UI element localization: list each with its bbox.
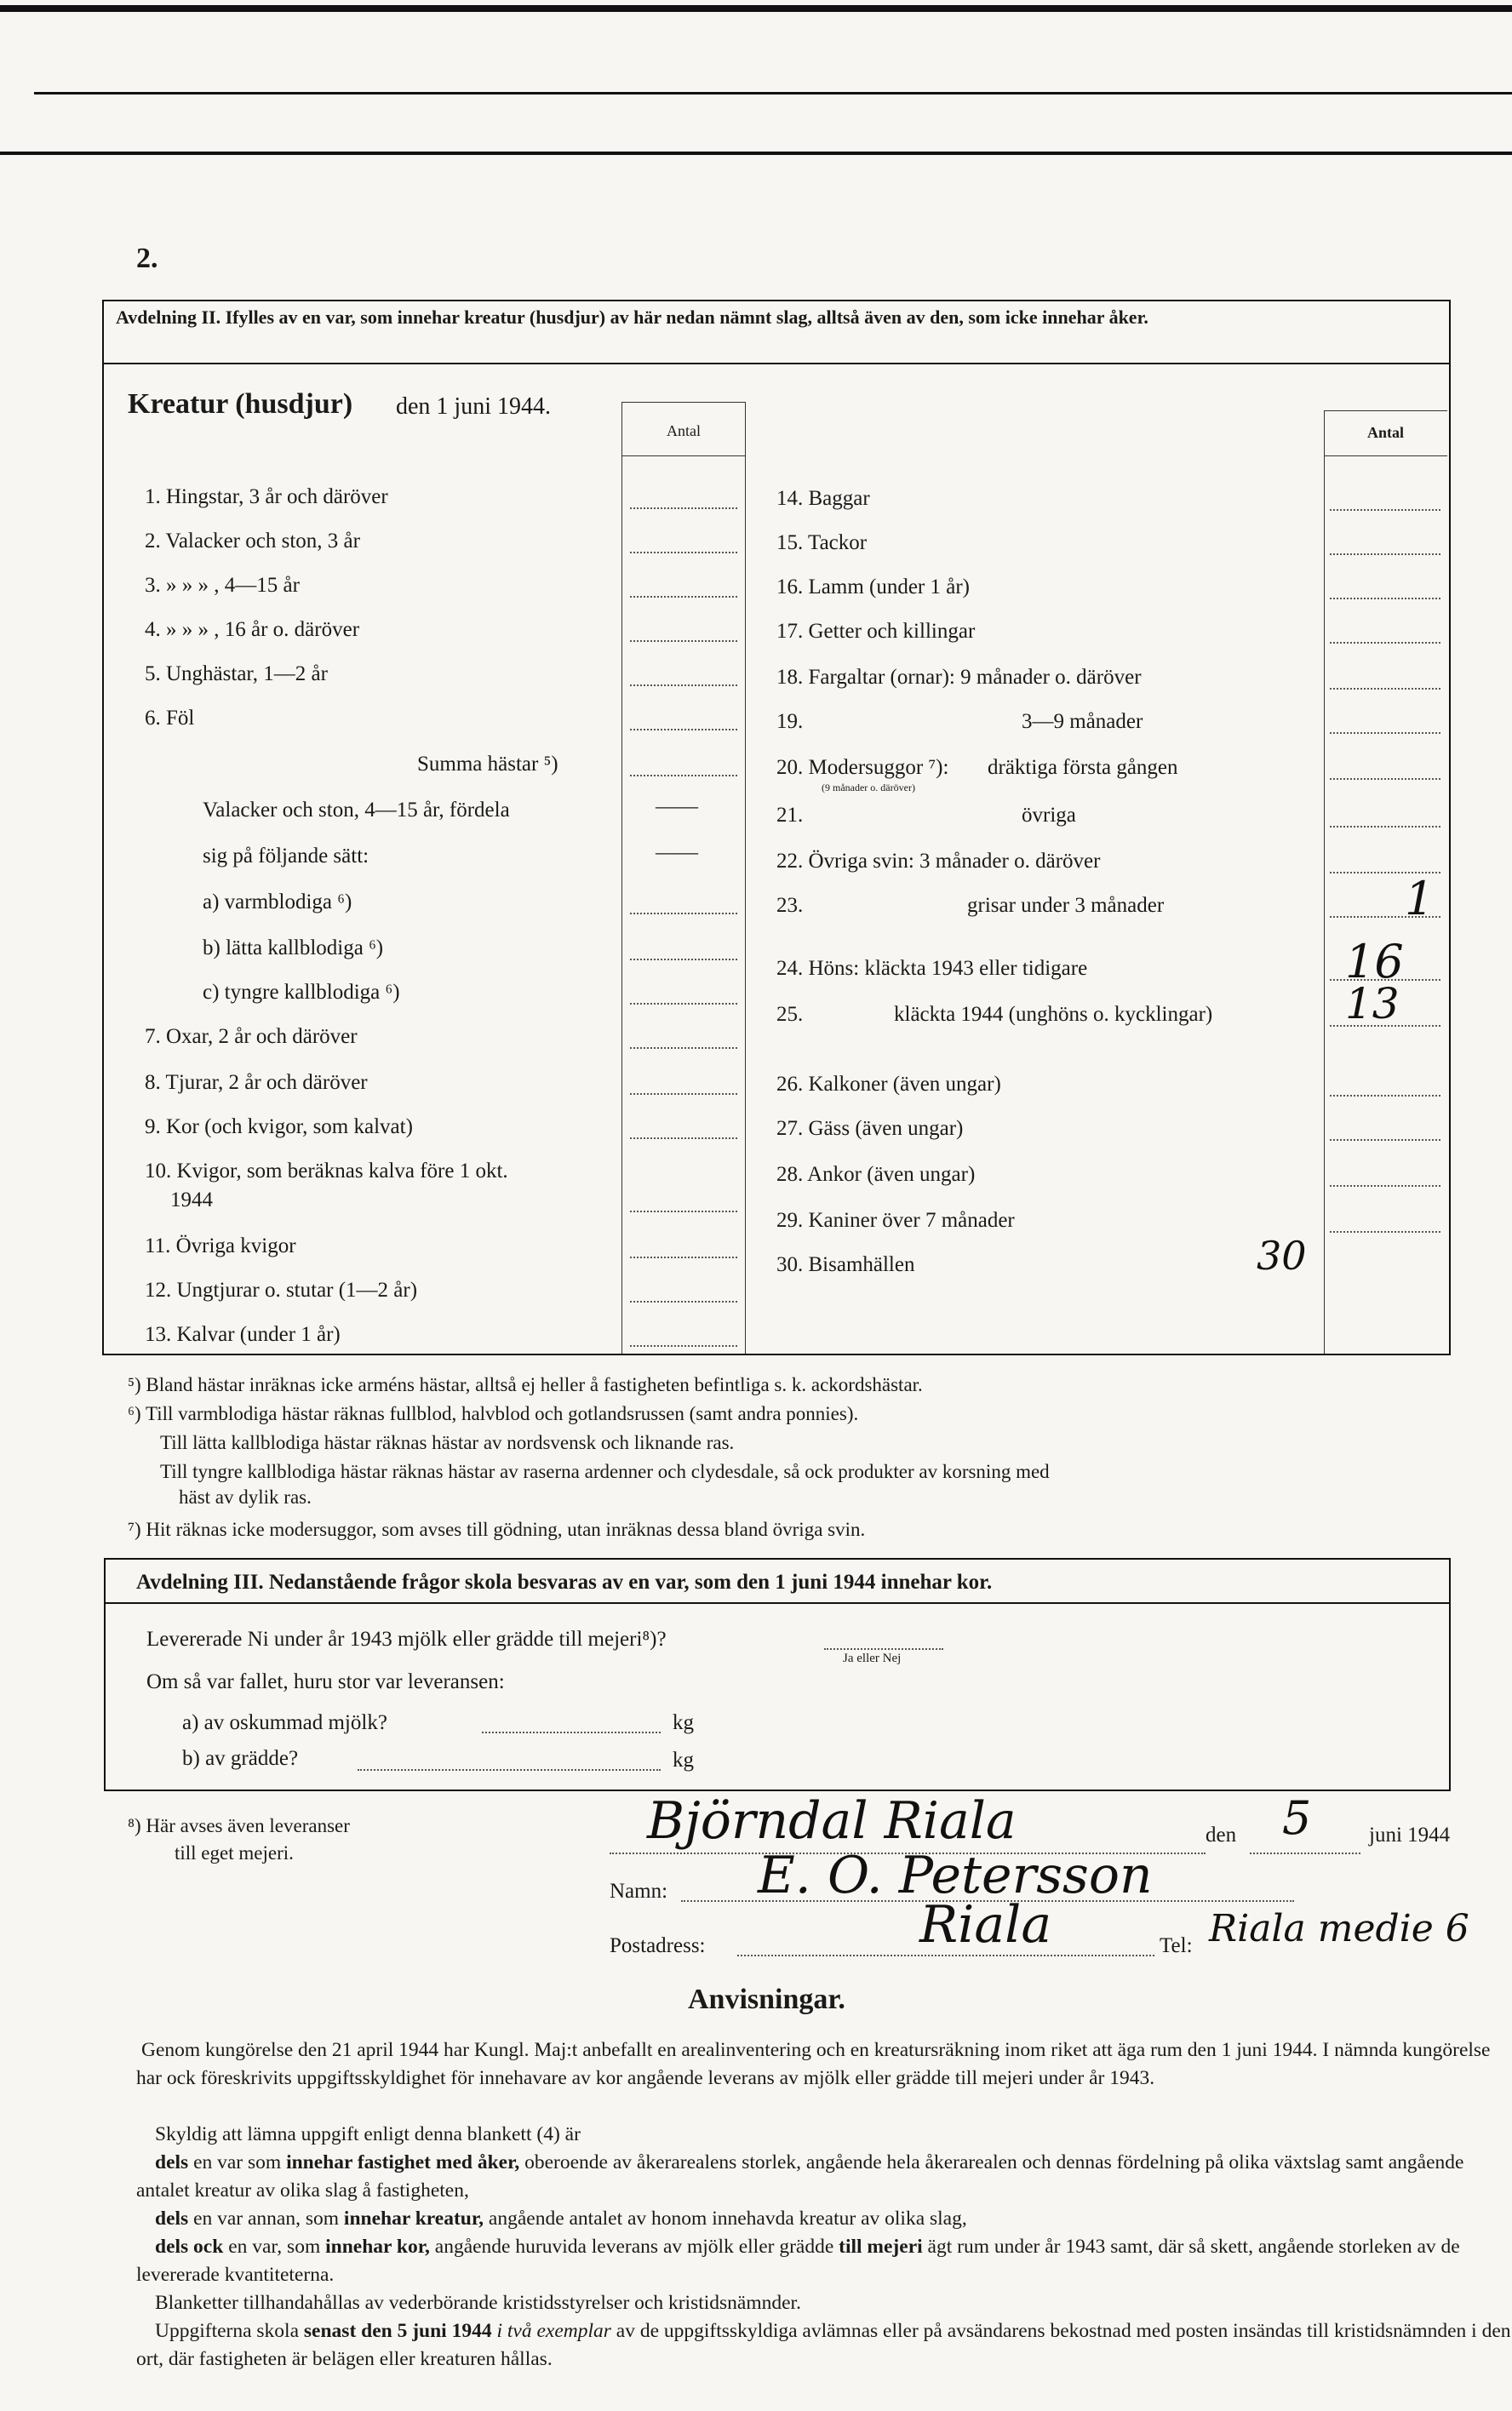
instructions-p2: Skyldig att lämna uppgift enligt denna blankett (4) är bbox=[155, 2123, 581, 2145]
footnote-6: ⁶) Till varmblodiga hästar räknas fullblod, halvblod och gotlandsrussen (samt andra ponnies). bbox=[128, 1403, 859, 1424]
right-answer-20[interactable] bbox=[1330, 778, 1440, 780]
right-item-21-sub: övriga bbox=[1022, 804, 1076, 827]
right-item-18: 18. Fargaltar (ornar): 9 månader o. däröver bbox=[776, 666, 1142, 689]
section2-header-box bbox=[102, 300, 1451, 364]
footnote-8b: till eget mejeri. bbox=[175, 1842, 294, 1864]
section3-header-rule bbox=[104, 1602, 1449, 1604]
p7-d: av de uppgiftsskyldiga avlämnas eller på avsändarens bekostnad med posten insändas till kristidsnämnden i den ort, där fastigheten är belägen eller kreaturen hållas. bbox=[136, 2320, 1511, 2370]
left-answer-b[interactable] bbox=[630, 959, 737, 960]
left-col-top bbox=[621, 402, 746, 403]
right-item-22: 22. Övriga svin: 3 månader o. däröver bbox=[776, 850, 1101, 873]
p5-e: till mejeri bbox=[839, 2236, 923, 2258]
hw-place: Björndal Riala bbox=[647, 1791, 1017, 1851]
right-col-line-a bbox=[1324, 410, 1325, 1354]
p3-c: innehar fastighet med åker, bbox=[286, 2151, 520, 2173]
left-item-10-year: 1944 bbox=[170, 1188, 213, 1211]
left-item-1: 1. Hingstar, 3 år och däröver bbox=[145, 485, 388, 508]
hw-value-24: 16 bbox=[1345, 935, 1404, 988]
hw-value-25: 13 bbox=[1345, 979, 1400, 1028]
q-mjolk: a) av oskummad mjölk? bbox=[182, 1711, 387, 1734]
left-answer-2[interactable] bbox=[630, 552, 737, 553]
right-item-14: 14. Baggar bbox=[776, 487, 870, 510]
q-gradde-unit: kg bbox=[673, 1749, 694, 1772]
right-item-30: 30. Bisamhällen bbox=[776, 1253, 915, 1276]
tel-label: Tel: bbox=[1160, 1934, 1193, 1957]
instructions-p1: Genom kungörelse den 21 april 1944 har Kungl. Maj:t anbefallt en arealinventering och en kreatursräkning inom riket att äga rum den 1 juni 1944. I nämnda kungörelse har ock föreskrivits uppgiftsskyldighet för innehavare av kor angående leverans av mjölk eller grädde till mejeri under år 1943. bbox=[136, 2039, 1491, 2089]
instructions-p6: Blanketter tillhandahållas av vederbörande kristidsstyrelser och kristidsnämnder. bbox=[155, 2292, 801, 2314]
right-answer-17[interactable] bbox=[1330, 642, 1440, 644]
right-item-25: 25. bbox=[776, 1003, 804, 1026]
right-item-16: 16. Lamm (under 1 år) bbox=[776, 576, 971, 598]
q-mjolk-unit: kg bbox=[673, 1711, 694, 1734]
right-item-26: 26. Kalkoner (även ungar) bbox=[776, 1073, 1001, 1096]
rule-3 bbox=[0, 152, 1512, 155]
valacker-satt: sig på följande sätt: bbox=[203, 845, 369, 868]
right-answer-14[interactable] bbox=[1330, 509, 1440, 511]
left-item-8: 8. Tjurar, 2 år och däröver bbox=[145, 1071, 368, 1094]
left-item-2: 2. Valacker och ston, 3 år bbox=[145, 530, 360, 553]
p5-f: ägt rum under år 1943 samt, där så skett, angående storleken av de levererade kvantiteterna. bbox=[136, 2236, 1460, 2286]
p5-dels-ock: dels ock bbox=[155, 2236, 224, 2258]
right-item-20: 20. Modersuggor ⁷): bbox=[776, 756, 949, 779]
valacker-dash-1: —— bbox=[656, 795, 698, 818]
left-answer-a[interactable] bbox=[630, 913, 737, 914]
instructions-title: Anvisningar. bbox=[688, 1984, 845, 2015]
right-answer-29[interactable] bbox=[1330, 1231, 1440, 1233]
right-answer-27[interactable] bbox=[1330, 1139, 1440, 1141]
left-item-9: 9. Kor (och kvigor, som kalvat) bbox=[145, 1115, 413, 1138]
left-item-b: b) lätta kallblodiga ⁶) bbox=[203, 936, 384, 959]
q-mejeri-answer[interactable] bbox=[824, 1648, 943, 1650]
right-col-hdr-bottom bbox=[1324, 455, 1447, 456]
right-item-15: 15. Tackor bbox=[776, 531, 868, 554]
q-mejeri-hint: Ja eller Nej bbox=[843, 1652, 902, 1665]
left-answer-13[interactable] bbox=[630, 1345, 737, 1347]
right-item-19: 19. bbox=[776, 710, 804, 733]
left-col-header: Antal bbox=[667, 422, 701, 439]
p4-d: angående antalet av honom innehavda kreatur av olika slag, bbox=[488, 2208, 967, 2230]
hw-value-30: 30 bbox=[1257, 1233, 1307, 1279]
post-line[interactable] bbox=[737, 1955, 1154, 1956]
hw-name: E. O. Petersson bbox=[758, 1846, 1153, 1905]
left-col-line-a bbox=[621, 402, 622, 1354]
right-item-23-sub: grisar under 3 månader bbox=[967, 894, 1165, 917]
month-year: juni 1944 bbox=[1369, 1824, 1451, 1847]
valacker-fordela: Valacker och ston, 4—15 år, fördela bbox=[203, 799, 510, 822]
left-item-13: 13. Kalvar (under 1 år) bbox=[145, 1323, 341, 1346]
p7-c: i två exemplar bbox=[496, 2320, 611, 2342]
p5-c: innehar kor, bbox=[325, 2236, 430, 2258]
section3-header: Avdelning III. Nedanstående frågor skola besvaras av en var, som den 1 juni 1944 innehar kor. bbox=[136, 1571, 993, 1594]
footnote-6b: Till lätta kallblodiga hästar räknas hästar av nordsvensk och liknande ras. bbox=[160, 1432, 735, 1453]
left-item-10: 10. Kvigor, som beräknas kalva före 1 okt. bbox=[145, 1160, 508, 1183]
left-answer-4[interactable] bbox=[630, 640, 737, 642]
q-leveransen: Om så var fallet, huru stor var leveransen: bbox=[146, 1670, 505, 1693]
p4-b: en var annan, som bbox=[193, 2208, 340, 2230]
left-item-4: 4. » » » , 16 år o. däröver bbox=[145, 618, 360, 641]
left-item-a: a) varmblodiga ⁶) bbox=[203, 891, 352, 913]
footnote-5: ⁵) Bland hästar inräknas icke arméns hästar, alltså ej heller å fastigheten befintliga s. k. ackordshästar. bbox=[128, 1374, 923, 1395]
post-label: Postadress: bbox=[610, 1934, 706, 1957]
valacker-dash-2: —— bbox=[656, 841, 698, 864]
right-answer-19[interactable] bbox=[1330, 732, 1440, 734]
left-item-11: 11. Övriga kvigor bbox=[145, 1234, 296, 1257]
section2-header: Avdelning II. Ifylles av en var, som innehar kreatur (husdjur) av här nedan nämnt slag, alltså även av den, som icke innehar åker. bbox=[116, 306, 1148, 328]
left-item-c: c) tyngre kallblodiga ⁶) bbox=[203, 981, 400, 1004]
q-mejeri: Levererade Ni under år 1943 mjölk eller grädde till mejeri⁸)? bbox=[146, 1628, 667, 1651]
footnote-6c: Till tyngre kallblodiga hästar räknas hästar av raserna ardenner och clydesdale, så ock produkter av korsning med bbox=[160, 1461, 1050, 1482]
left-item-7: 7. Oxar, 2 år och däröver bbox=[145, 1025, 358, 1048]
left-answer-12[interactable] bbox=[630, 1301, 737, 1303]
right-item-24: 24. Höns: kläckta 1943 eller tidigare bbox=[776, 957, 1088, 980]
footnote-7: ⁷) Hit räknas icke modersuggor, som avses till gödning, utan inräknas dessa bland övriga svin. bbox=[128, 1519, 866, 1540]
right-item-25-sub: kläckta 1944 (unghöns o. kycklingar) bbox=[894, 1003, 1213, 1026]
left-answer-c[interactable] bbox=[630, 1003, 737, 1005]
p7-b: senast den 5 juni 1944 bbox=[303, 2320, 492, 2342]
left-col-line-b bbox=[745, 402, 746, 1354]
right-item-23: 23. bbox=[776, 894, 804, 917]
left-answer-6[interactable] bbox=[630, 729, 737, 730]
left-answer-7[interactable] bbox=[630, 1047, 737, 1049]
p5-d: angående huruvida leverans av mjölk eller grädde bbox=[434, 2236, 834, 2258]
instructions-p7 bbox=[136, 2317, 1512, 2374]
right-answer-18[interactable] bbox=[1330, 688, 1440, 690]
left-item-5: 5. Unghästar, 1—2 år bbox=[145, 662, 328, 685]
q-gradde-answer[interactable] bbox=[358, 1769, 661, 1771]
p3-dels: dels bbox=[155, 2151, 189, 2173]
right-answer-16[interactable] bbox=[1330, 598, 1440, 599]
hw-value-23: 1 bbox=[1405, 872, 1435, 925]
left-answer-5[interactable] bbox=[630, 684, 737, 686]
hw-post: Riala bbox=[919, 1895, 1052, 1955]
left-item-6: 6. Föl bbox=[145, 707, 195, 730]
right-answer-15[interactable] bbox=[1330, 553, 1440, 555]
kreatur-date: den 1 juni 1944. bbox=[396, 393, 551, 420]
left-answer-10[interactable] bbox=[630, 1211, 737, 1212]
left-item-3: 3. » » » , 4—15 år bbox=[145, 574, 300, 597]
left-answer-1[interactable] bbox=[630, 507, 737, 509]
day-line[interactable] bbox=[1250, 1853, 1360, 1854]
den-label: den bbox=[1206, 1824, 1237, 1847]
left-answer-3[interactable] bbox=[630, 596, 737, 598]
q-mjolk-answer[interactable] bbox=[482, 1732, 661, 1733]
right-item-29: 29. Kaniner över 7 månader bbox=[776, 1209, 1015, 1232]
p4-dels: dels bbox=[155, 2208, 189, 2230]
right-col-top bbox=[1324, 410, 1447, 411]
p5-b: en var, som bbox=[228, 2236, 321, 2258]
left-item-12: 12. Ungtjurar o. stutar (1—2 år) bbox=[145, 1279, 418, 1302]
footnote-8: ⁸) Här avses även leveranser bbox=[128, 1815, 350, 1836]
right-item-20-sub: dräktiga första gången bbox=[988, 756, 1178, 779]
left-answer-11[interactable] bbox=[630, 1257, 737, 1258]
page-number: 2. bbox=[136, 243, 158, 274]
top-rule bbox=[0, 5, 1512, 12]
right-answer-28[interactable] bbox=[1330, 1185, 1440, 1187]
q-gradde: b) av grädde? bbox=[182, 1747, 299, 1770]
kreatur-title: Kreatur (husdjur) bbox=[128, 388, 353, 420]
hw-day: 5 bbox=[1282, 1791, 1312, 1845]
hw-tel: Riala medie 6 bbox=[1209, 1907, 1469, 1950]
p3-d: oberoende av åkerarealens storlek, angående hela åkerarealen och dennas fördelning på olika växtslag samt angående antalet kreatur av olika slag å fastigheten, bbox=[136, 2151, 1464, 2202]
left-answer-9[interactable] bbox=[630, 1137, 737, 1139]
left-col-hdr-bottom bbox=[621, 455, 746, 456]
right-item-19-sub: 3—9 månader bbox=[1022, 710, 1143, 733]
right-col-header: Antal bbox=[1366, 424, 1404, 441]
right-item-17: 17. Getter och killingar bbox=[776, 620, 976, 643]
instructions-p5 bbox=[136, 2233, 1512, 2289]
instructions-p3 bbox=[136, 2149, 1512, 2205]
footnote-6d: häst av dylik ras. bbox=[179, 1486, 312, 1508]
p7-a: Uppgifterna skola bbox=[155, 2320, 300, 2342]
left-answer-8[interactable] bbox=[630, 1093, 737, 1095]
right-answer-21[interactable] bbox=[1330, 826, 1440, 828]
right-item-28: 28. Ankor (även ungar) bbox=[776, 1163, 976, 1186]
name-label: Namn: bbox=[610, 1880, 668, 1903]
p3-b: en var som bbox=[193, 2151, 282, 2173]
instructions-p4 bbox=[155, 2205, 1512, 2233]
p4-c: innehar kreatur, bbox=[343, 2208, 484, 2230]
right-item-21: 21. bbox=[776, 804, 804, 827]
right-item-27: 27. Gäss (även ungar) bbox=[776, 1117, 964, 1140]
rule-2 bbox=[34, 92, 1512, 94]
right-answer-26[interactable] bbox=[1330, 1095, 1440, 1097]
sugg-note: (9 månader o. däröver) bbox=[822, 782, 915, 793]
left-answer-summa[interactable] bbox=[630, 775, 737, 776]
summa-hastar: Summa hästar ⁵) bbox=[417, 753, 558, 776]
